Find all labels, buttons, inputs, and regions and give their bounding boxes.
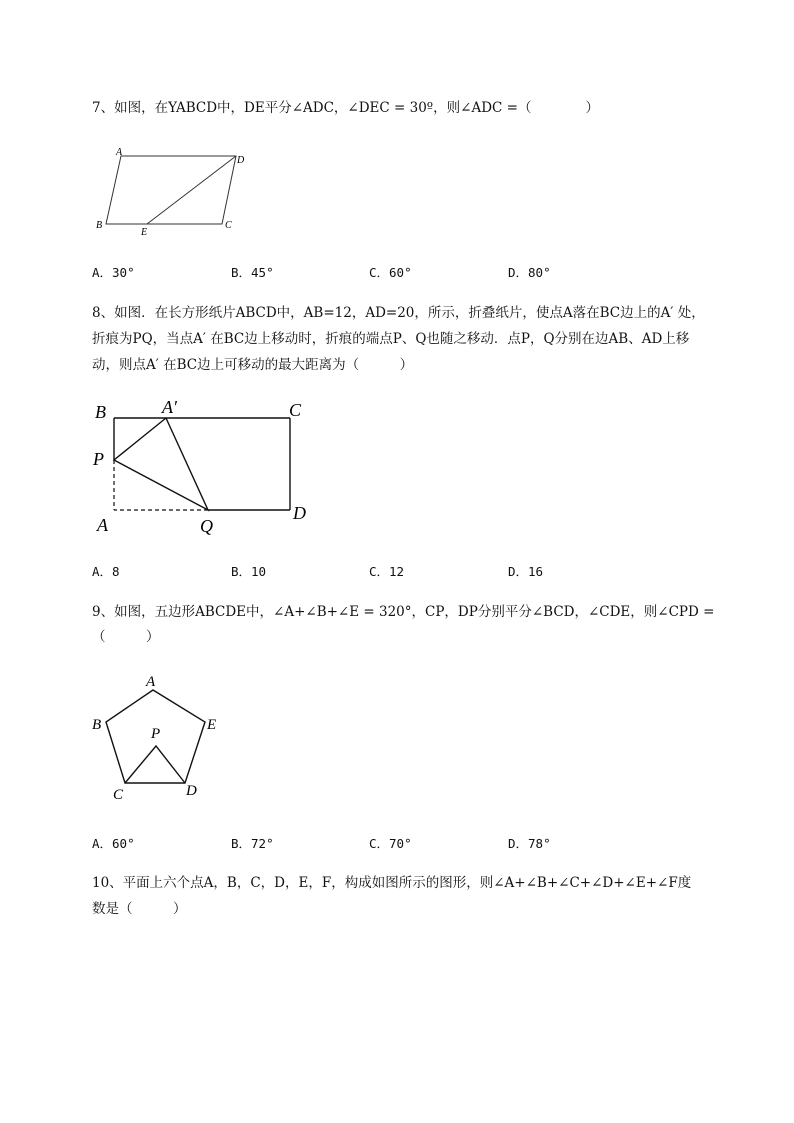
q9-label-D: D — [186, 783, 197, 799]
q8-line-2: 折痕为PQ，当点A′ 在BC边上移动时，折痕的端点P、Q也随之移动．点P，Q分别在边AB、AD上移 — [92, 331, 690, 347]
q9-line-2: （ ） — [92, 629, 160, 645]
q9-label-E: E — [207, 717, 217, 733]
q7-stem: 7、如图，在YABCD中，DE平分∠ADC，∠DEC = 30º，则∠ADC =（ ） — [92, 100, 599, 116]
q9-line-1: 9、如图，五边形ABCDE中，∠A+∠B+∠E = 320°，CP，DP分别平分∠BCD，∠CDE，则∠CPD = — [92, 604, 715, 620]
q9-option-c[interactable]: C．70° — [369, 836, 412, 851]
q8-rectangle-figure — [88, 392, 328, 542]
q8-label-Q: Q — [200, 516, 213, 536]
q7-option-b[interactable]: B．45° — [231, 265, 274, 280]
q9-pentagon-figure — [88, 670, 238, 810]
q7-label-E: E — [141, 227, 148, 238]
q8-label-C: C — [289, 400, 302, 420]
q9-option-b[interactable]: B．72° — [231, 836, 274, 851]
q7-label-C: C — [225, 220, 232, 231]
q7-option-a[interactable]: A．30° — [92, 265, 135, 280]
q8-line-1: 8、如图．在长方形纸片ABCD中，AB=12，AD=20，所示，折叠纸片，使点A落在BC边上的A′ 处， — [92, 305, 705, 321]
q7-option-d[interactable]: D．80° — [508, 265, 551, 280]
q7-label-A: A — [116, 147, 123, 158]
q8-label-A: A — [97, 515, 108, 535]
q10-line-1: 10、平面上六个点A，B，C，D，E，F，构成如图所示的图形，则∠A+∠B+∠C+∠D+∠E+∠F度 — [92, 875, 692, 891]
q9-option-a[interactable]: A．60° — [92, 836, 135, 851]
q9-label-B: B — [92, 717, 102, 733]
q8-label-A-prime: A′ — [162, 397, 177, 417]
q7-parallelogram-figure — [90, 145, 260, 240]
q9-label-P: P — [151, 726, 161, 742]
q8-option-d[interactable]: D．16 — [508, 564, 544, 579]
q10-line-2: 数是（ ） — [92, 901, 187, 917]
q9-label-C: C — [113, 787, 124, 803]
q9-option-d[interactable]: D．78° — [508, 836, 551, 851]
q8-option-a[interactable]: A．8 — [92, 564, 120, 579]
q7-option-c[interactable]: C．60° — [369, 265, 412, 280]
q7-label-B: B — [96, 220, 103, 231]
q8-label-B: B — [95, 402, 106, 422]
q8-label-D: D — [293, 503, 306, 523]
q7-label-D: D — [237, 155, 245, 166]
q8-option-c[interactable]: C．12 — [369, 564, 405, 579]
q8-label-P: P — [93, 449, 104, 469]
q8-line-3: 动，则点A′ 在BC边上可移动的最大距离为（ ） — [92, 357, 414, 373]
q8-option-b[interactable]: B．10 — [231, 564, 267, 579]
q9-label-A: A — [146, 674, 156, 690]
